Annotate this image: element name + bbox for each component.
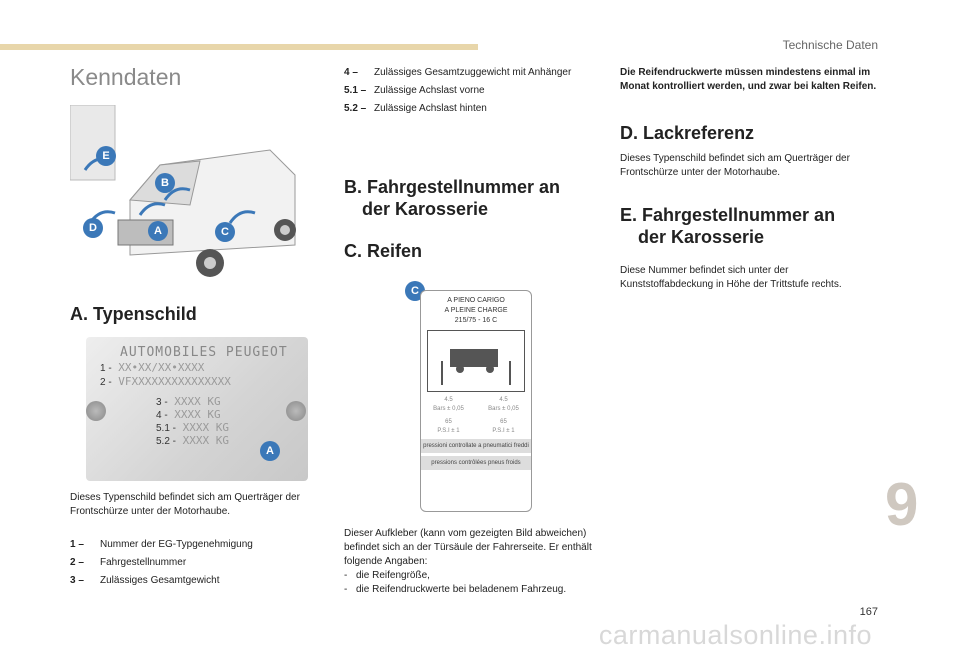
sticker-note-fr: pressions contrôlées pneus froids [421,456,531,470]
plate-badge-a: A [260,441,280,461]
sticker-rear-bar: 4.5 [499,397,508,403]
page-number: 167 [859,606,878,618]
plate-value-3: XXXX KG [174,395,221,408]
heading-e-line2: der Karosserie [638,227,765,247]
heading-fahrgestellnummer-e [620,204,882,248]
list-num: 5.2 – [344,103,367,114]
sticker-line2: A PLEINE CHARGE [444,307,508,314]
plate-value-4: XXXX KG [174,408,221,421]
list-item [344,583,599,597]
van-location-illustration [70,105,305,285]
bullet-text: die Reifengröße, [356,570,430,581]
list-num: 4 – [344,67,358,78]
list-text: Zulässiges Gesamtgewicht [100,575,220,586]
type-plate-illustration [86,337,308,481]
section-a-text [70,491,330,592]
badge-c: C [215,222,235,242]
list-text: Zulässige Achslast hinten [374,103,487,114]
list-text: Zulässiges Gesamtzuggewicht mit Anhänger [374,67,572,78]
list-text: Zulässige Achslast vorne [374,85,485,96]
heading-b-line1: B. Fahrgestellnummer an [344,177,561,197]
plate-bolt-right [286,401,306,421]
sticker-psi-unit-rear: P.S.I ± 1 [492,428,515,434]
plate-value-1: XX•XX/XX•XXXX [118,361,205,374]
badge-a: A [148,221,168,241]
plate-label-5-1: 5.1 - [156,423,177,434]
plate-label-3: 3 - [156,397,168,408]
plate-label-5-2: 5.2 - [156,436,177,447]
list-text: Nummer der EG-Typgenehmigung [100,539,253,550]
section-c-text [344,527,599,597]
header-accent-bar [0,44,478,50]
list-num: 2 – [70,557,84,568]
heading-typenschild: A. Typenschild [70,304,197,324]
sticker-front-bar: 4.5 [444,397,453,403]
sticker-van-icon [427,330,525,392]
column-1 [70,64,330,91]
sticker-note-it: pressioni controllate a pneumatici freddi [421,439,531,453]
plate-value-2: VFXXXXXXXXXXXXXXX [118,375,231,388]
column-3 [620,66,882,292]
bullet-text: die Reifendruckwerte bei beladenem Fahrzeug. [356,584,567,595]
plate-label-4: 4 - [156,410,168,421]
plate-label-2: 2 - [100,377,112,388]
dash: - [344,570,348,581]
badge-e: E [96,146,116,166]
list-num: 3 – [70,575,84,586]
list-item [344,66,599,80]
lackreferenz-text: Dieses Typenschild befindet sich am Querträger der Frontschürze unter der Motorhaube. [620,153,850,178]
sticker-size: 215/75 - 16 C [454,317,498,324]
heading-reifen: C. Reifen [344,241,423,261]
fahrgestellnummer-e-text: Diese Nummer befindet sich unter der Kunststoffabdeckung in Höhe der Trittstufe rechts. [620,265,842,290]
heading-e-line1: E. Fahrgestellnummer an [620,205,836,225]
sticker-line1: A PIENO CARIGO [447,297,505,304]
column-2 [344,66,599,262]
watermark: carmanualsonline.info [598,620,872,650]
badge-b: B [155,173,175,193]
list-text: Fahrgestellnummer [100,557,187,568]
heading-b-line2: der Karosserie [362,199,489,219]
page-title: Kenndaten [70,64,182,90]
section-header: Technische Daten [782,38,878,52]
section-a [70,303,330,325]
sticker-rear-psi: 65 [500,419,507,425]
tire-pressure-sticker [420,290,532,512]
plate-label-1: 1 - [100,363,112,374]
sticker-front-psi: 65 [445,419,452,425]
plate-bolt-left [86,401,106,421]
sticker-bar-unit-rear: Bars ± 0,05 [488,406,519,412]
sticker-badge-c: C [405,281,425,301]
list-item [70,538,330,552]
plate-brand: AUTOMOBILES PEUGEOT [120,345,288,360]
heading-fahrgestellnummer-b [344,176,599,220]
list-num: 5.1 – [344,85,367,96]
list-item [70,556,330,570]
dash: - [344,584,348,595]
list-num: 1 – [70,539,84,550]
plate-value-5-2: XXXX KG [182,434,229,447]
inset-panel [70,105,115,180]
heading-lackreferenz: D. Lackreferenz [620,123,755,143]
plate-value-5-1: XXXX KG [182,421,229,434]
list-item [70,574,330,588]
list-item [344,102,599,116]
tire-warning: Die Reifendruckwerte müssen mindestens einmal im Monat kontrolliert werden, und zwar bei kalten Reifen. [620,67,877,92]
list-item [344,569,599,583]
chapter-number: 9 [885,471,919,538]
badge-d: D [83,218,103,238]
sticker-description: Dieser Aufkleber (kann vom gezeigten Bild abweichen) befindet sich an der Türsäule der Fahrerseite. Er enthält folgende Angaben: [344,528,592,567]
sticker-bar-unit-front: Bars ± 0,05 [433,406,464,412]
sticker-psi-unit-front: P.S.I ± 1 [437,428,460,434]
typenschild-location-text: Dieses Typenschild befindet sich am Querträger der Frontschürze unter der Motorhaube. [70,492,300,517]
list-item [344,84,599,98]
